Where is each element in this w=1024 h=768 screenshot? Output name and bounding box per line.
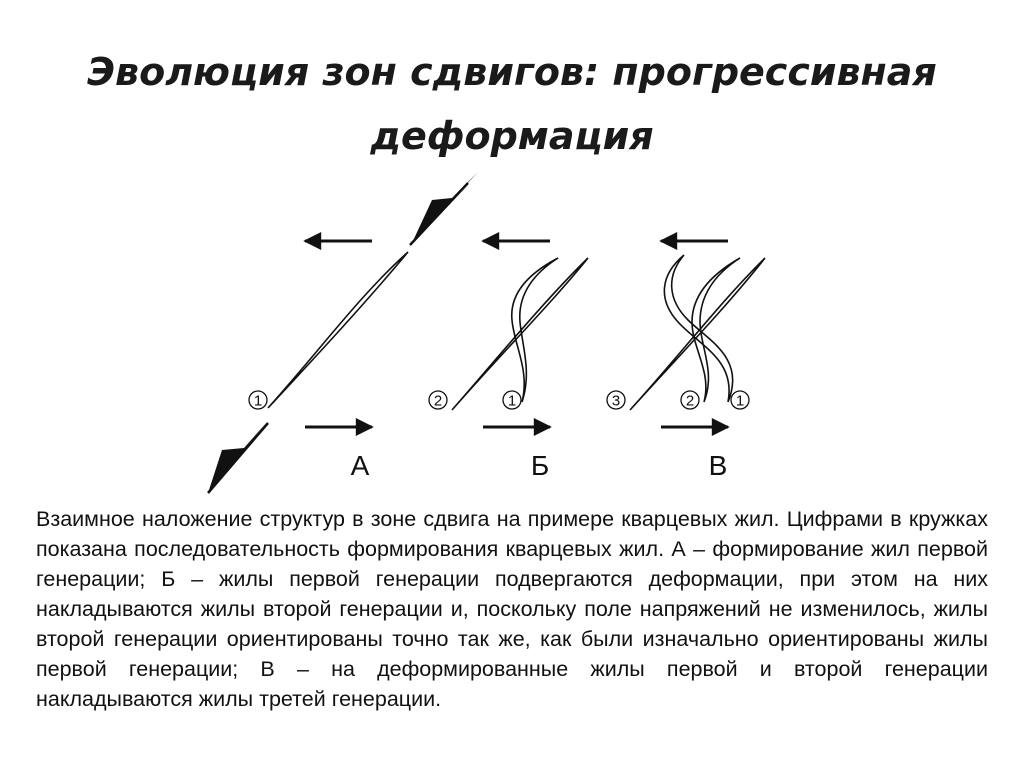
panel-label-c: В [708, 450, 728, 481]
panel-a [249, 241, 408, 481]
circled-number [503, 391, 521, 410]
panel-b [429, 241, 588, 481]
svg-text:1: 1 [253, 392, 263, 410]
svg-text:3: 3 [611, 392, 621, 410]
title-line-2: деформация [370, 114, 654, 158]
compression-arrow-top [410, 172, 478, 245]
svg-text:1: 1 [507, 392, 517, 410]
vein-1-b [512, 258, 558, 402]
compression-arrow-bottom [208, 423, 268, 493]
vein-3-c [630, 258, 765, 410]
svg-text:2: 2 [685, 392, 695, 410]
vein-2-b [452, 258, 588, 410]
panel-label-a: А [350, 450, 370, 481]
vein-1-a [268, 252, 408, 408]
title-line-1: Эволюция зон сдвигов: прогрессивная [87, 50, 937, 94]
circled-number [429, 391, 447, 410]
circled-number [249, 391, 267, 410]
svg-text:2: 2 [433, 392, 443, 410]
circled-number [681, 391, 699, 410]
vein-1-c [664, 255, 732, 402]
figure-caption: Взаимное наложение структур в зоне сдвига на примере кварцевых жил. Цифрами в кружках показана последовательность формирования кварцевых жил. А – формирование жил первой генерации; Б – жилы первой генерации подвергаются деформации, при этом на них накладываются жилы второй генерации и, поскольку поле напряжений не изменилось, жилы второй генерации ориентированы точно так же, как были изначально ориентированы жилы первой генерации; В – на деформированные жилы первой и второй генерации накладываются жилы третей генерации. [36, 507, 988, 711]
circled-number [731, 391, 749, 410]
circled-number [607, 391, 625, 410]
panel-c [607, 241, 765, 481]
panel-label-b: Б [530, 450, 550, 481]
svg-text:1: 1 [735, 392, 745, 410]
